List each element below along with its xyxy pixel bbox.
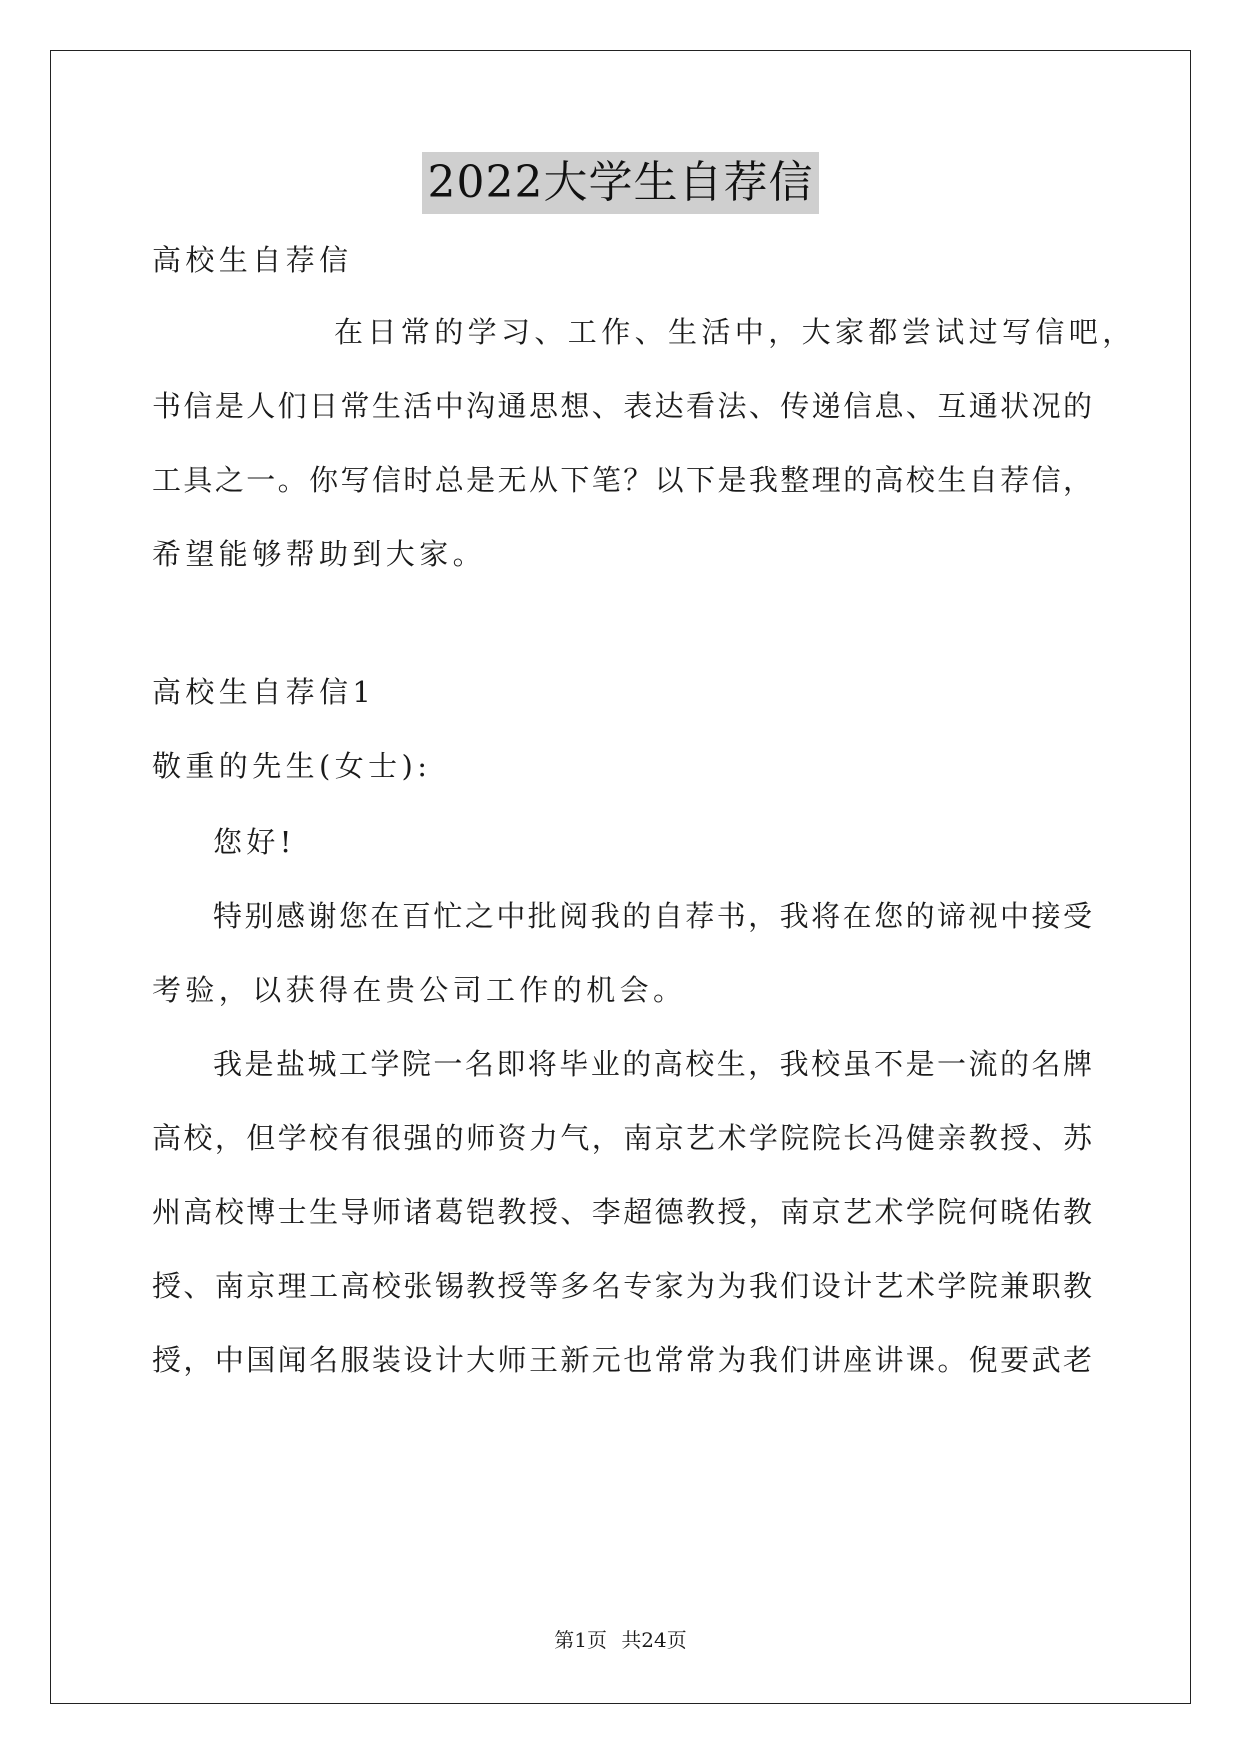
page-total: 共24页 <box>621 1628 687 1652</box>
page-number: 第1页 <box>554 1628 607 1652</box>
paragraph-line: 书信是人们日常生活中沟通思想、表达看法、传递信息、互通状况的 <box>152 389 1092 423</box>
paragraph-line: 希望能够帮助到大家。 <box>152 537 487 571</box>
page-border <box>50 50 1191 1704</box>
section-heading: 高校生自荐信 <box>152 243 353 277</box>
greeting: 您好! <box>213 825 296 859</box>
paragraph-line: 特别感谢您在百忙之中批阅我的自荐书，我将在您的谛视中接受 <box>213 899 1092 933</box>
paragraph-line: 授，中国闻名服装设计大师王新元也常常为我们讲座讲课。倪要武老 <box>152 1343 1092 1377</box>
paragraph-line: 在日常的学习、工作、生活中，大家都尝试过写信吧， <box>334 315 1136 349</box>
title-container <box>0 152 1241 214</box>
paragraph-line: 授、南京理工高校张锡教授等多名专家为为我们设计艺术学院兼职教 <box>152 1269 1092 1303</box>
paragraph-line: 州高校博士生导师诸葛铠教授、李超德教授，南京艺术学院何晓佑教 <box>152 1195 1092 1229</box>
section-heading: 高校生自荐信1 <box>152 675 376 709</box>
salutation: 敬重的先生(女士): <box>152 749 432 783</box>
page-footer <box>0 1628 1241 1652</box>
paragraph-line: 工具之一。你写信时总是无从下笔？以下是我整理的高校生自荐信， <box>152 463 1092 497</box>
paragraph-line: 我是盐城工学院一名即将毕业的高校生，我校虽不是一流的名牌 <box>213 1047 1092 1081</box>
paragraph-line: 考验，以获得在贵公司工作的机会。 <box>152 973 687 1007</box>
document-title: 2022大学生自荐信 <box>422 152 820 214</box>
paragraph-line: 高校，但学校有很强的师资力气，南京艺术学院院长冯健亲教授、苏 <box>152 1121 1092 1155</box>
